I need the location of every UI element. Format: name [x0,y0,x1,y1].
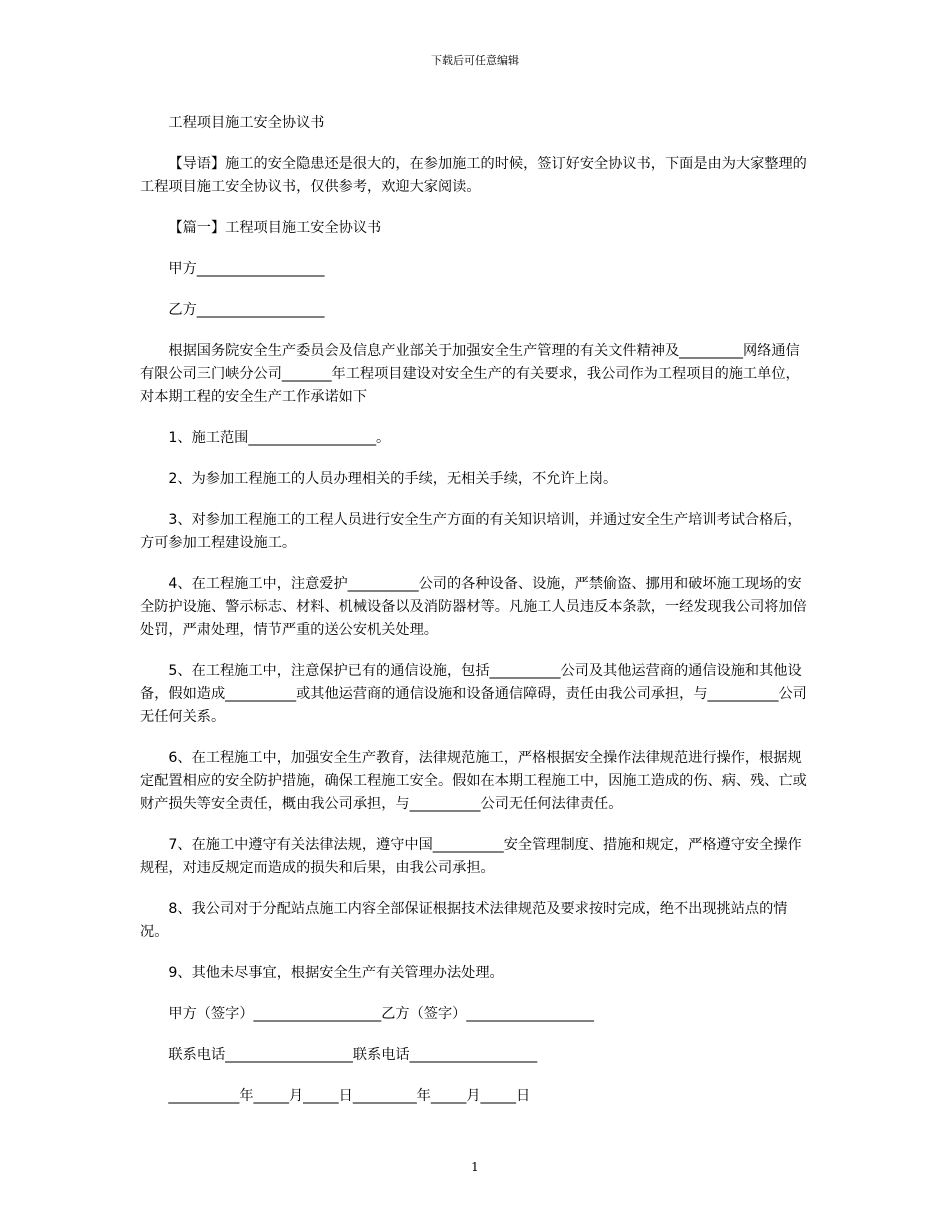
clause-1: 1、施工范围__________________。 [168,430,391,446]
document-title: 工程项目施工安全协议书 [168,115,325,131]
clause-6: 6、在工程施工中，加强安全生产教育，法律规范施工，严格根据安全操作法律规范进行操作，根据规定配置相应的安全防护措施，确保工程施工安全。假如在本期工程施工中，因施工造成的伤、病、残、亡或财产损失等安全责任，概由我公司承担，与__________公司无任何法律责任。 [140,750,807,812]
intro-paragraph: 【导语】施工的安全隐患还是很大的，在参加施工的时候，签订好安全协议书，下面是由为大家整理的工程项目施工安全协议书，仅供参考，欢迎大家阅读。 [140,156,807,195]
preamble-paragraph: 根据国务院安全生产委员会及信息产业部关于加强安全生产管理的有关文件精神及_________网络通信有限公司三门峡分公司_______年工程项目建设对安全生产的有关要求，我公司作为工程项目的施工单位，对本期工程的安全生产工作承诺如下 [140,343,800,405]
clause-3: 3、对参加工程施工的工程人员进行安全生产方面的有关知识培训，并通过安全生产培训考试合格后，方可参加工程建设施工。 [140,512,802,551]
clause-9: 9、其他未尽事宜，根据安全生产有关管理办法处理。 [168,965,504,981]
contact-line: 联系电话__________________联系电话__________________ [168,1047,538,1063]
clause-2: 2、为参加工程施工的人员办理相关的手续，无相关手续，不允许上岗。 [168,471,618,487]
clause-8: 8、我公司对于分配站点施工内容全部保证根据技术法律规范及要求按时完成，绝不出现挑站点的情况。 [140,901,788,940]
date-line: __________年_____月_____日_________年_____月_____日 [168,1088,531,1104]
document-body [140,112,810,1126]
party-b-line: 乙方__________________ [168,302,325,318]
signature-line: 甲方（签字）__________________乙方（签字）__________________ [168,1006,595,1022]
party-a-line: 甲方__________________ [168,261,325,277]
section-heading: 【篇一】工程项目施工安全协议书 [168,220,382,236]
clause-5: 5、在工程施工中，注意保护已有的通信设施，包括__________公司及其他运营商的通信设施和其他设备，假如造成__________或其他运营商的通信设施和设备通信障碍，责任由我公司承担，与__________公司无任何关系。 [140,663,807,725]
page-number: 1 [471,1160,479,1174]
clause-4: 4、在工程施工中，注意爱护__________公司的各种设备、设施，严禁偷盗、挪用和破坏施工现场的安全防护设施、警示标志、材料、机械设备以及消防器材等。凡施工人员违反本条款，一经发现我公司将加倍处罚，严肃处理，情节严重的送公安机关处理。 [140,576,807,638]
page-header: 下载后可任意编辑 [431,54,519,67]
clause-7: 7、在施工中遵守有关法律法规，遵守中国__________安全管理制度、措施和规定，严格遵守安全操作规程，对违反规定而造成的损失和后果，由我公司承担。 [140,837,802,876]
